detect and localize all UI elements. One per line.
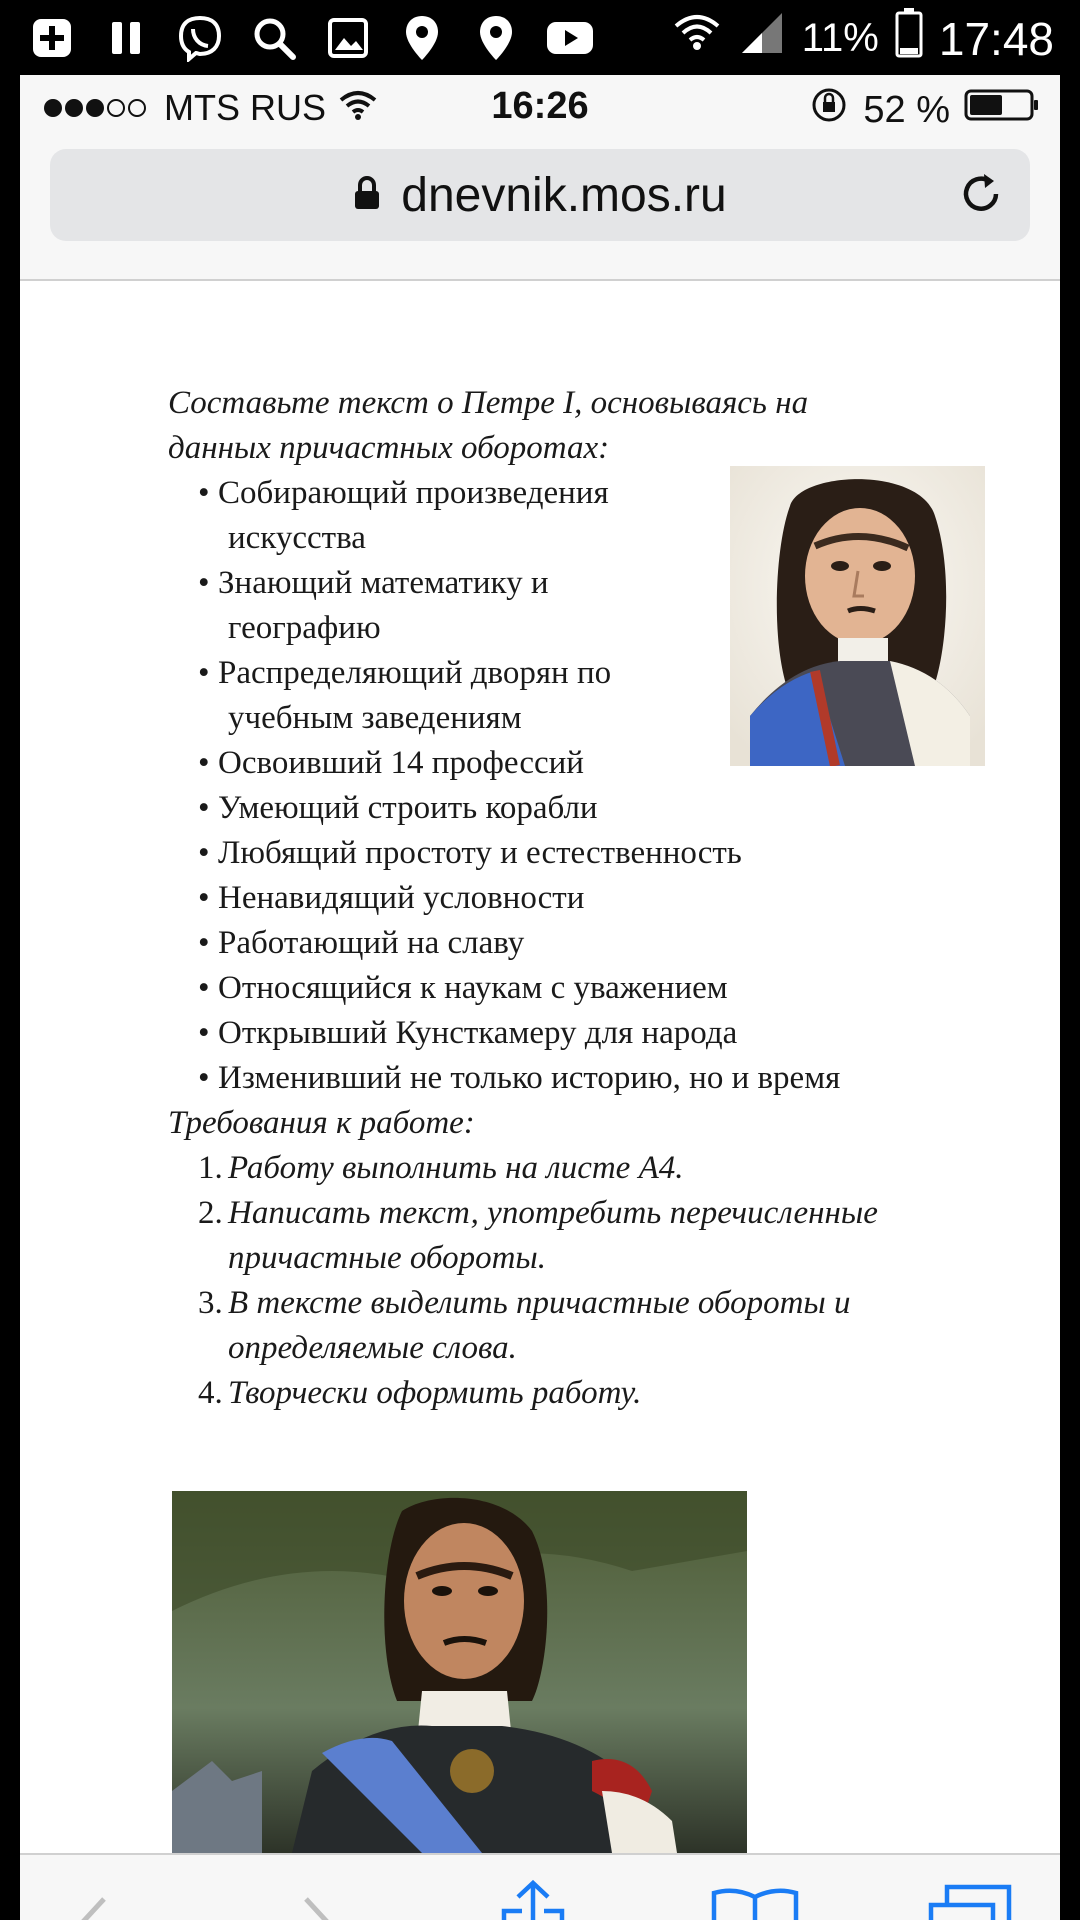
participles-list bbox=[198, 471, 678, 741]
intro-text: Составьте текст о Петре I, основываясь на данных причастных оборотах: bbox=[168, 385, 809, 466]
wifi-signal-icon bbox=[672, 8, 722, 69]
list-item: • Работающий на славу bbox=[198, 921, 998, 966]
ios-battery-icon bbox=[964, 88, 1040, 132]
viber-icon bbox=[174, 12, 226, 64]
android-status-bar bbox=[0, 0, 1080, 75]
list-item: • Знающий математику и географию bbox=[198, 561, 678, 651]
list-item: • Открывший Кунсткамеру для народа bbox=[198, 1011, 998, 1056]
ios-status-bar bbox=[20, 75, 1060, 137]
phone-screenshot bbox=[20, 75, 1060, 1920]
list-item: • Собирающий произведения искусства bbox=[198, 471, 678, 561]
ios-battery-percent: 52 % bbox=[863, 88, 950, 131]
list-item: 4. Творчески оформить работу. bbox=[198, 1375, 642, 1411]
clock: 17:48 bbox=[938, 12, 1054, 65]
carrier-name: MTS RUS bbox=[164, 87, 326, 128]
browser-address-area bbox=[20, 137, 1060, 281]
battery-icon bbox=[895, 8, 923, 69]
list-item: • Умеющий строить корабли bbox=[198, 786, 998, 831]
reload-icon[interactable] bbox=[956, 169, 1006, 231]
lock-icon bbox=[353, 168, 381, 223]
requirements-list bbox=[198, 1146, 988, 1416]
peter-portrait-painting bbox=[172, 1491, 747, 1853]
list-item: • Ненавидящий условности bbox=[198, 876, 998, 921]
back-icon[interactable] bbox=[72, 1893, 112, 1920]
requirements-title: Требования к работе: bbox=[168, 1105, 475, 1141]
peter-portrait-small bbox=[730, 466, 985, 766]
cell-signal-icon bbox=[738, 9, 786, 68]
share-icon[interactable] bbox=[498, 1879, 568, 1920]
location-pin-icon bbox=[470, 12, 522, 64]
list-item: • Относящийся к наукам с уважением bbox=[198, 966, 998, 1011]
bookmarks-icon[interactable] bbox=[710, 1885, 800, 1920]
forward-icon[interactable] bbox=[298, 1893, 338, 1920]
web-content bbox=[20, 281, 1060, 1853]
list-item: • Распределяющий дворян по учебным заведениям bbox=[198, 651, 678, 741]
youtube-icon bbox=[544, 12, 596, 64]
list-item: 2. Написать текст, употребить перечисленные причастные обороты. bbox=[198, 1195, 878, 1276]
location-pin-icon bbox=[396, 12, 448, 64]
search-icon bbox=[248, 12, 300, 64]
add-box-icon bbox=[26, 12, 78, 64]
list-item: • Любящий простоту и естественность bbox=[198, 831, 998, 876]
list-item: 1. Работу выполнить на листе А4. bbox=[198, 1150, 684, 1186]
address-bar[interactable] bbox=[50, 149, 1030, 241]
list-item: • Изменивший не только историю, но и время bbox=[198, 1056, 998, 1101]
list-item: • Освоивший 14 профессий bbox=[198, 741, 998, 786]
browser-toolbar bbox=[20, 1853, 1060, 1920]
url-text: dnevnik.mos.ru bbox=[401, 168, 727, 222]
rotation-lock-icon bbox=[809, 85, 849, 135]
tabs-icon[interactable] bbox=[925, 1883, 1015, 1920]
participles-list-continued bbox=[198, 741, 998, 1101]
ios-clock: 16:26 bbox=[491, 85, 589, 127]
image-icon bbox=[322, 12, 374, 64]
list-item: 3. В тексте выделить причастные обороты и определяемые слова. bbox=[198, 1285, 851, 1366]
battery-percent: 11% bbox=[801, 16, 879, 60]
pause-icon bbox=[100, 12, 152, 64]
